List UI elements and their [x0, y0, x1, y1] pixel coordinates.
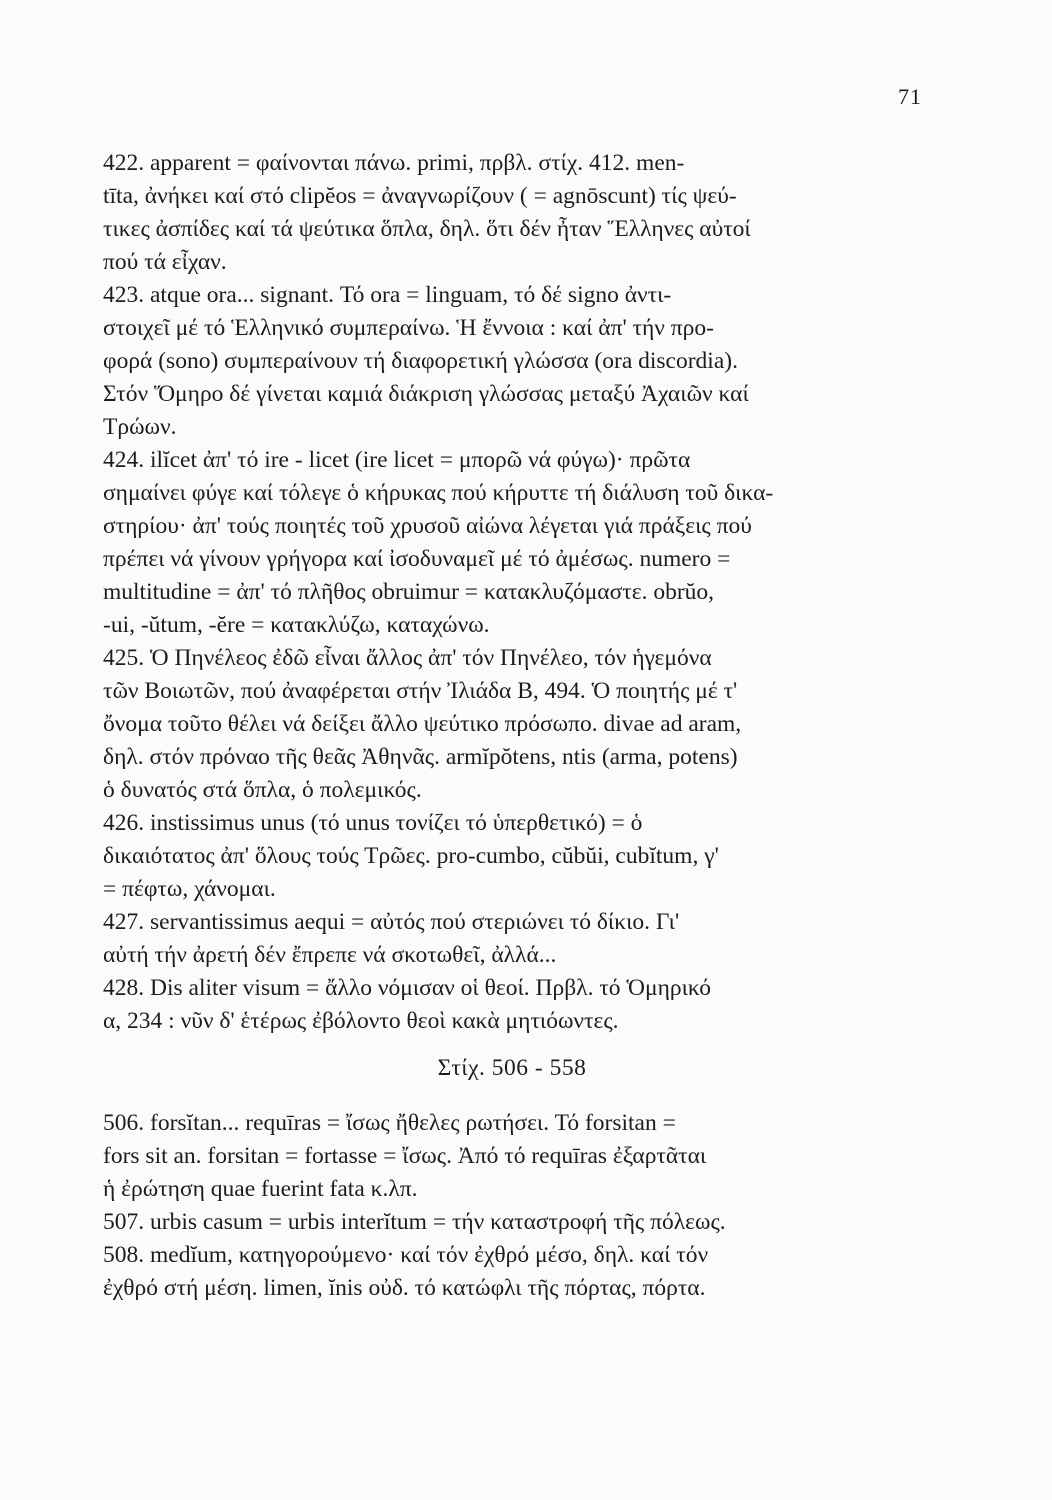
page-number: 71: [898, 84, 922, 109]
text-line: ὁ δυνατός στά ὅπλα, ὁ πολεμικός.: [103, 777, 422, 803]
text-line: 508. medĭum, κατηγορούμενο· καί τόν ἐχθρό μέσο, δηλ. καί τόν: [103, 1242, 709, 1268]
text-line: Τρώων.: [103, 414, 177, 440]
text-line: πρέπει νά γίνουν γρήγορα καί ἰσοδυναμεῖ μέ τό ἀμέσως. numero =: [103, 546, 731, 572]
text-line: πού τά εἶχαν.: [103, 249, 227, 275]
text-line: Στόν Ὅμηρο δέ γίνεται καμιά διάκριση γλώσσας μεταξύ Ἀχαιῶν καί: [103, 381, 749, 407]
commentary-note: [103, 642, 921, 807]
text-line: σημαίνει φύγε καί τόλεγε ὁ κήρυκας πού κήρυττε τή διάλυση τοῦ δικα-: [103, 480, 774, 506]
text-line: ὄνομα τοῦτο θέλει νά δείξει ἄλλο ψεύτικο πρόσωπο. divae ad aram,: [103, 711, 742, 737]
commentary-note: [103, 147, 921, 279]
text-line: αὐτή τήν ἀρετή δέν ἔπρεπε νά σκοτωθεῖ, ἀλλά...: [103, 942, 557, 968]
commentary-note: [103, 1206, 921, 1239]
text-line: 507. urbis casum = urbis interĭtum = τήν καταστροφή τῆς πόλεως.: [103, 1209, 726, 1235]
text-line: στηρίου· ἀπ' τούς ποιητές τοῦ χρυσοῦ αἰώνα λέγεται γιά πράξεις πού: [103, 513, 752, 539]
text-line: 428. Dis aliter visum = ἄλλο νόμισαν οἱ θεοί. Πρβλ. τό Ὁμηρικό: [103, 975, 711, 1001]
commentary-notes-bottom: [103, 1107, 921, 1305]
commentary-text: [103, 147, 921, 1305]
text-line: -ui, -ŭtum, -ĕre = κατακλύζω, καταχώνω.: [103, 612, 490, 638]
text-line: 423. atque ora... signant. Τό ora = linguam, τό δέ signo ἀντι-: [103, 282, 672, 308]
commentary-note: [103, 1107, 921, 1206]
text-line: 426. instissimus unus (τό unus τονίζει τό ὑπερθετικό) = ὁ: [103, 810, 643, 836]
commentary-note: [103, 972, 921, 1038]
commentary-note: [103, 807, 921, 906]
text-line: 427. servantissimus aequi = αὐτός πού στεριώνει τό δίκιο. Γι': [103, 909, 680, 935]
commentary-note: [103, 906, 921, 972]
text-line: 506. forsĭtan... requīras = ἴσως ἤθελες ρωτήσει. Τό forsitan =: [103, 1110, 676, 1136]
commentary-note: [103, 279, 921, 444]
text-line: στοιχεῖ μέ τό Ἑλληνικό συμπεραίνω. Ἡ ἔννοια : καί ἀπ' τήν προ-: [103, 315, 714, 341]
text-line: 424. ilĭcet ἀπ' τό ire - licet (ire licet = μπορῶ νά φύγω)· πρῶτα: [103, 447, 691, 473]
text-line: = πέφτω, χάνομαι.: [103, 876, 276, 902]
text-line: tīta, ἀνήκει καί στό clipĕos = ἀναγνωρίζουν ( = agnōscunt) τίς ψεύ-: [103, 183, 737, 209]
text-line: α, 234 : νῦν δ' ἑτέρως ἐβόλοντο θεοὶ κακὰ μητιόωντες.: [103, 1008, 619, 1034]
text-line: δικαιότατος ἀπ' ὅλους τούς Τρῶες. pro-cumbo, cŭbŭi, cubĭtum, γ': [103, 843, 719, 869]
text-line: τῶν Βοιωτῶν, πού ἀναφέρεται στήν Ἰλιάδα Β, 494. Ὁ ποιητής μέ τ': [103, 678, 738, 704]
text-line: ἐχθρό στή μέση. limen, ĭnis οὐδ. τό κατώφλι τῆς πόρτας, πόρτα.: [103, 1275, 706, 1301]
text-line: 422. apparent = φαίνονται πάνω. primi, πρβλ. στίχ. 412. men-: [103, 150, 685, 176]
section-heading: Στίχ. 506 - 558: [437, 1055, 587, 1081]
commentary-notes-top: [103, 147, 921, 1038]
text-line: ἡ ἐρώτηση quae fuerint fata κ.λπ.: [103, 1176, 418, 1202]
text-line: fors sit an. forsitan = fortasse = ἴσως. Ἀπό τό requīras ἐξαρτᾶται: [103, 1143, 707, 1169]
text-line: 425. Ὁ Πηνέλεος ἐδῶ εἶναι ἄλλος ἀπ' τόν Πηνέλεο, τόν ἡγεμόνα: [103, 645, 712, 671]
text-line: δηλ. στόν πρόναο τῆς θεᾶς Ἀθηνᾶς. armĭpŏtens, ntis (arma, potens): [103, 744, 738, 770]
commentary-note: [103, 1239, 921, 1305]
text-line: multitudine = ἀπ' τό πλῆθος obruimur = κατακλυζόμαστε. obrŭo,: [103, 579, 715, 605]
text-line: τικες ἀσπίδες καί τά ψεύτικα ὅπλα, δηλ. ὅτι δέν ἦταν Ἕλληνες αὐτοί: [103, 216, 751, 242]
text-line: φορά (sono) συμπεραίνουν τή διαφορετική γλώσσα (ora discordia).: [103, 348, 738, 374]
commentary-note: [103, 444, 921, 642]
